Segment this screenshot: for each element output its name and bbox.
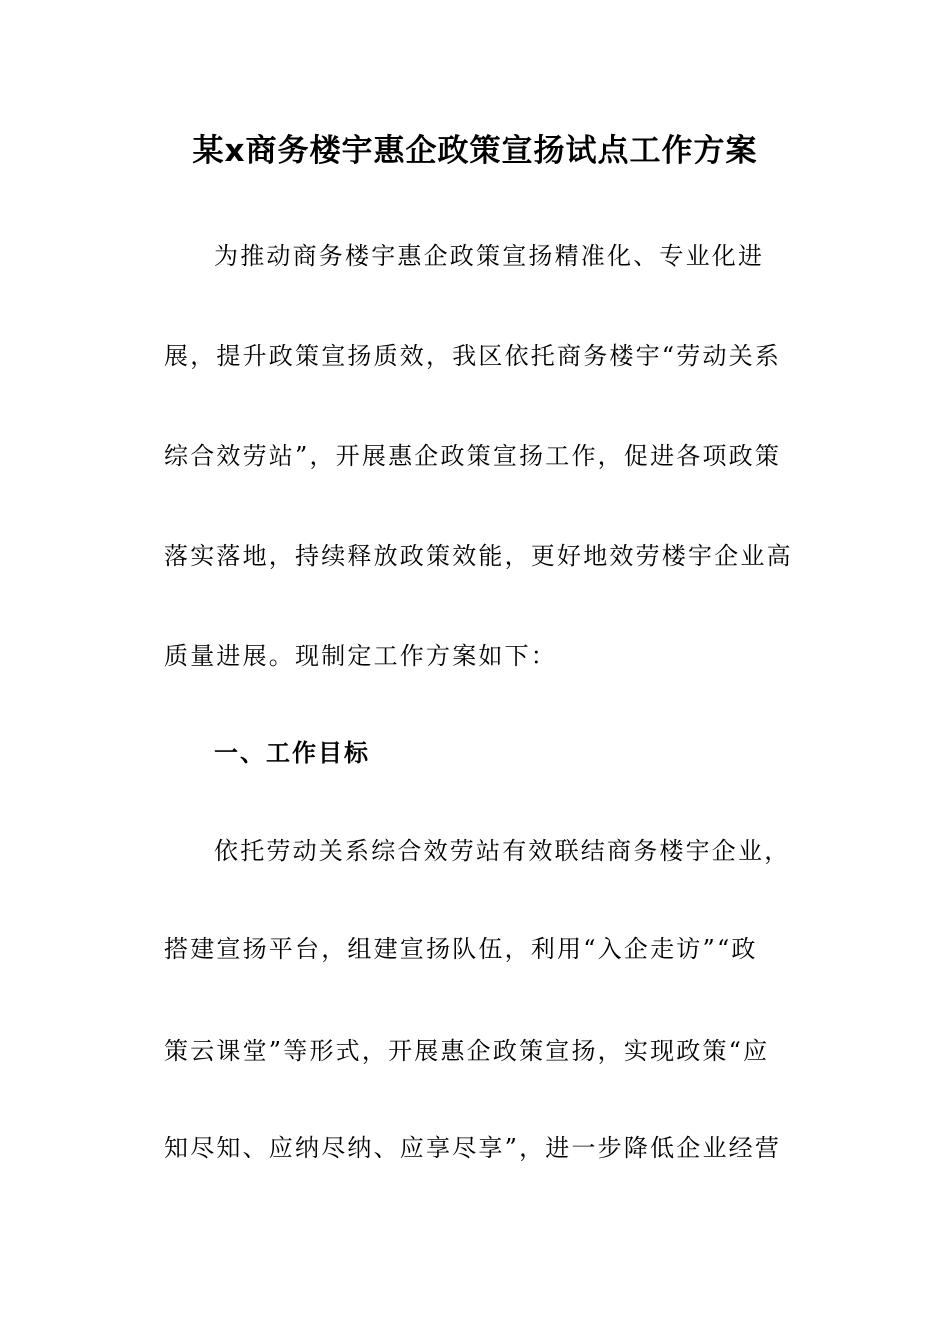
intro-paragraph-line-4: 落实落地，持续释放政策效能，更好地效劳楼宇企业高 xyxy=(164,542,793,570)
intro-paragraph-line-2: 展，提升政策宣扬质效，我区依托商务楼宇“劳动关系 xyxy=(164,342,782,370)
intro-paragraph-line-3: 综合效劳站”，开展惠企政策宣扬工作，促进各项政策 xyxy=(164,442,782,470)
section-paragraph-line-1: 依托劳动关系综合效劳站有效联结商务楼宇企业， xyxy=(214,837,791,865)
intro-paragraph-line-1: 为推动商务楼宇惠企政策宣扬精准化、专业化进 xyxy=(214,242,765,270)
section-heading-work-goals: 一、工作目标 xyxy=(214,739,370,767)
section-paragraph-line-2: 搭建宣扬平台，组建宣扬队伍，利用“入企走访”“政 xyxy=(164,935,758,963)
section-paragraph-line-3: 策云课堂”等形式，开展惠企政策宣扬，实现政策“应 xyxy=(164,1037,770,1065)
section-paragraph-line-4: 知尽知、应纳尽纳、应享尽享”，进一步降低企业经营 xyxy=(164,1134,782,1162)
document-title: 某x商务楼宇惠企政策宣扬试点工作方案 xyxy=(192,133,758,169)
intro-paragraph-line-5: 质量进展。现制定工作方案如下： xyxy=(164,642,557,670)
